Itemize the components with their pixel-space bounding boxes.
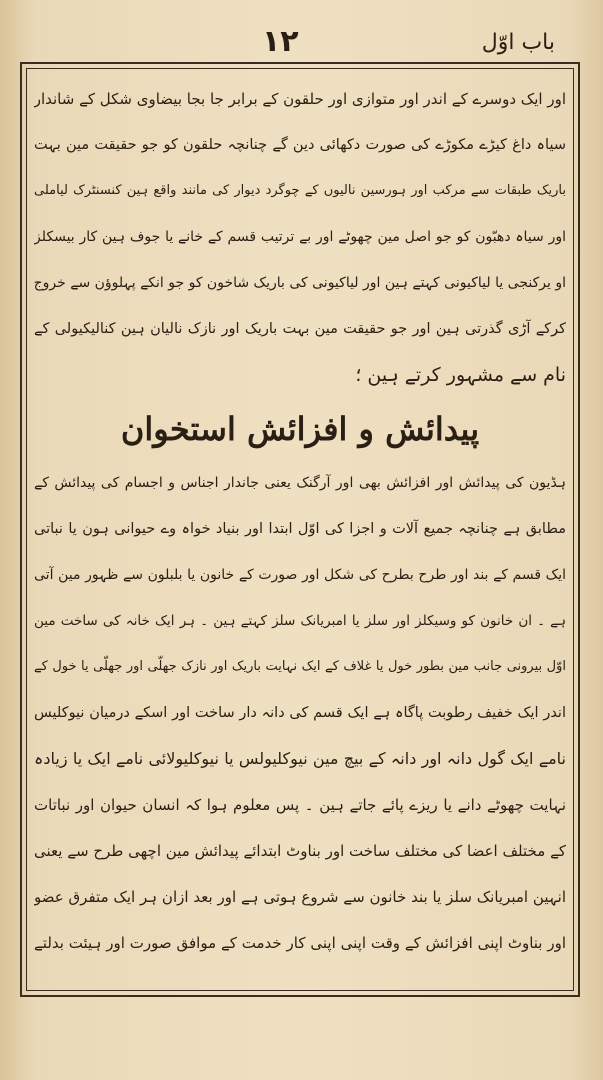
paragraph-1-line: اور سیاہ دھبّون کو جو اصل مین چھوٹے اور بے ترتیب قسم کے خانے یا جوف ہین کار بیسکلز [34,229,566,245]
paragraph-2-line: اندر ایک خفیف رطوبت پاگاہ ہے ایک قسم کی دانہ دار ساخت اور اسکے درمیان نیوکلیس [34,705,566,721]
paragraph-1-line: اور ایک دوسرے کے اندر اور متوازی اور حلقون کے برابر جا بجا بیضاوی شکل کے شاندار [34,90,566,108]
paragraph-2-line: ہڈیون کی پیدائش اور افزائش بھی اور آرگنک یعنی جاندار اجناس و اجسام کی پیدائش کے [34,475,566,491]
paragraph-2-line: اوّل بیرونی جانب مین بطور خول یا غلاف کے ایک نہایت باریک اور نازک جھلّی اور جھلّی یا خول کے [34,659,566,674]
paragraph-2-line: انہین امبریانک سلز یا بند خانون سے شروع ہوتی ہے اور بعد ازان ہر ایک متفرق عضو [34,888,566,906]
paragraph-1-line: سیاہ داغ کیڑے مکوڑے کی صورت دکھائی دین گے چنانچہ حلقون کو جو حقیقت مین بہت [34,137,566,153]
text-frame [20,62,580,997]
paragraph-2-line: مطابق ہے چنانچہ جمیع آلات و اجزا کی اوّل ابتدا اور بنیاد خواہ وے حیوانی ہون یا نباتی [34,521,566,537]
paragraph-2-line: اور بناوٹ اپنی افزائش کے وقت اپنی اپنی کار خدمت کے موافق صورت اور ہیئت بدلتے [34,934,566,952]
paragraph-2-line: کے مختلف اعضا کی مختلف ساخت اور بناوٹ ابتدائے پیدائش مین اچھی طرح سے یعنی [34,842,566,860]
paragraph-2-line: ایک قسم کے بند اور طرح بطرح کی شکل اور صورت کے خانون یا بلبلون سے ظہور مین آتی [34,567,566,583]
paragraph-2-line: نہایت چھوٹے دانے یا ریزے پائے جاتے ہین ۔ پس معلوم ہوا کہ انسان حیوان اور نباتات [34,796,566,814]
section-heading: پیدائش و افزائش استخوان [120,410,480,448]
body-text [34,76,566,966]
paragraph-1-line: کرکے آڑی گذرتی ہین اور جو حقیقت مین بہت باریک اور نازک نالیان ہین کنالیکیولی کے [34,321,566,337]
chapter-title: باب اوّل [481,30,555,55]
paragraph-1-line: نام سے مشہور کرتے ہین ؛ [355,364,566,386]
paragraph-2-line: نامے ایک گول دانہ اور دانہ کے بیچ مین نیوکلیولس یا نیوکلیولائی نامے ایک یا زیادہ [34,749,566,768]
paragraph-1-line: باریک طبقات سے مرکب اور ہورسین نالیوں کے چوگرد دیوار کی مانند واقع ہین کنسنٹرک لیاملی [34,183,566,198]
paragraph-1-line: او یرکنجی یا لیاکیونی کہتے ہین اور لیاکیونی کی باریک شاخون کو جو انکے پہلوؤن سے خروج [34,275,566,291]
page-header [0,22,603,62]
page-number: ۱۲ [262,24,299,59]
paragraph-2-line: ہے ۔ ان خانون کو وسیکلز اور سلز یا امبریانک سلز کہتے ہین ۔ ہر ایک خانہ کی ساخت مین [34,613,566,629]
